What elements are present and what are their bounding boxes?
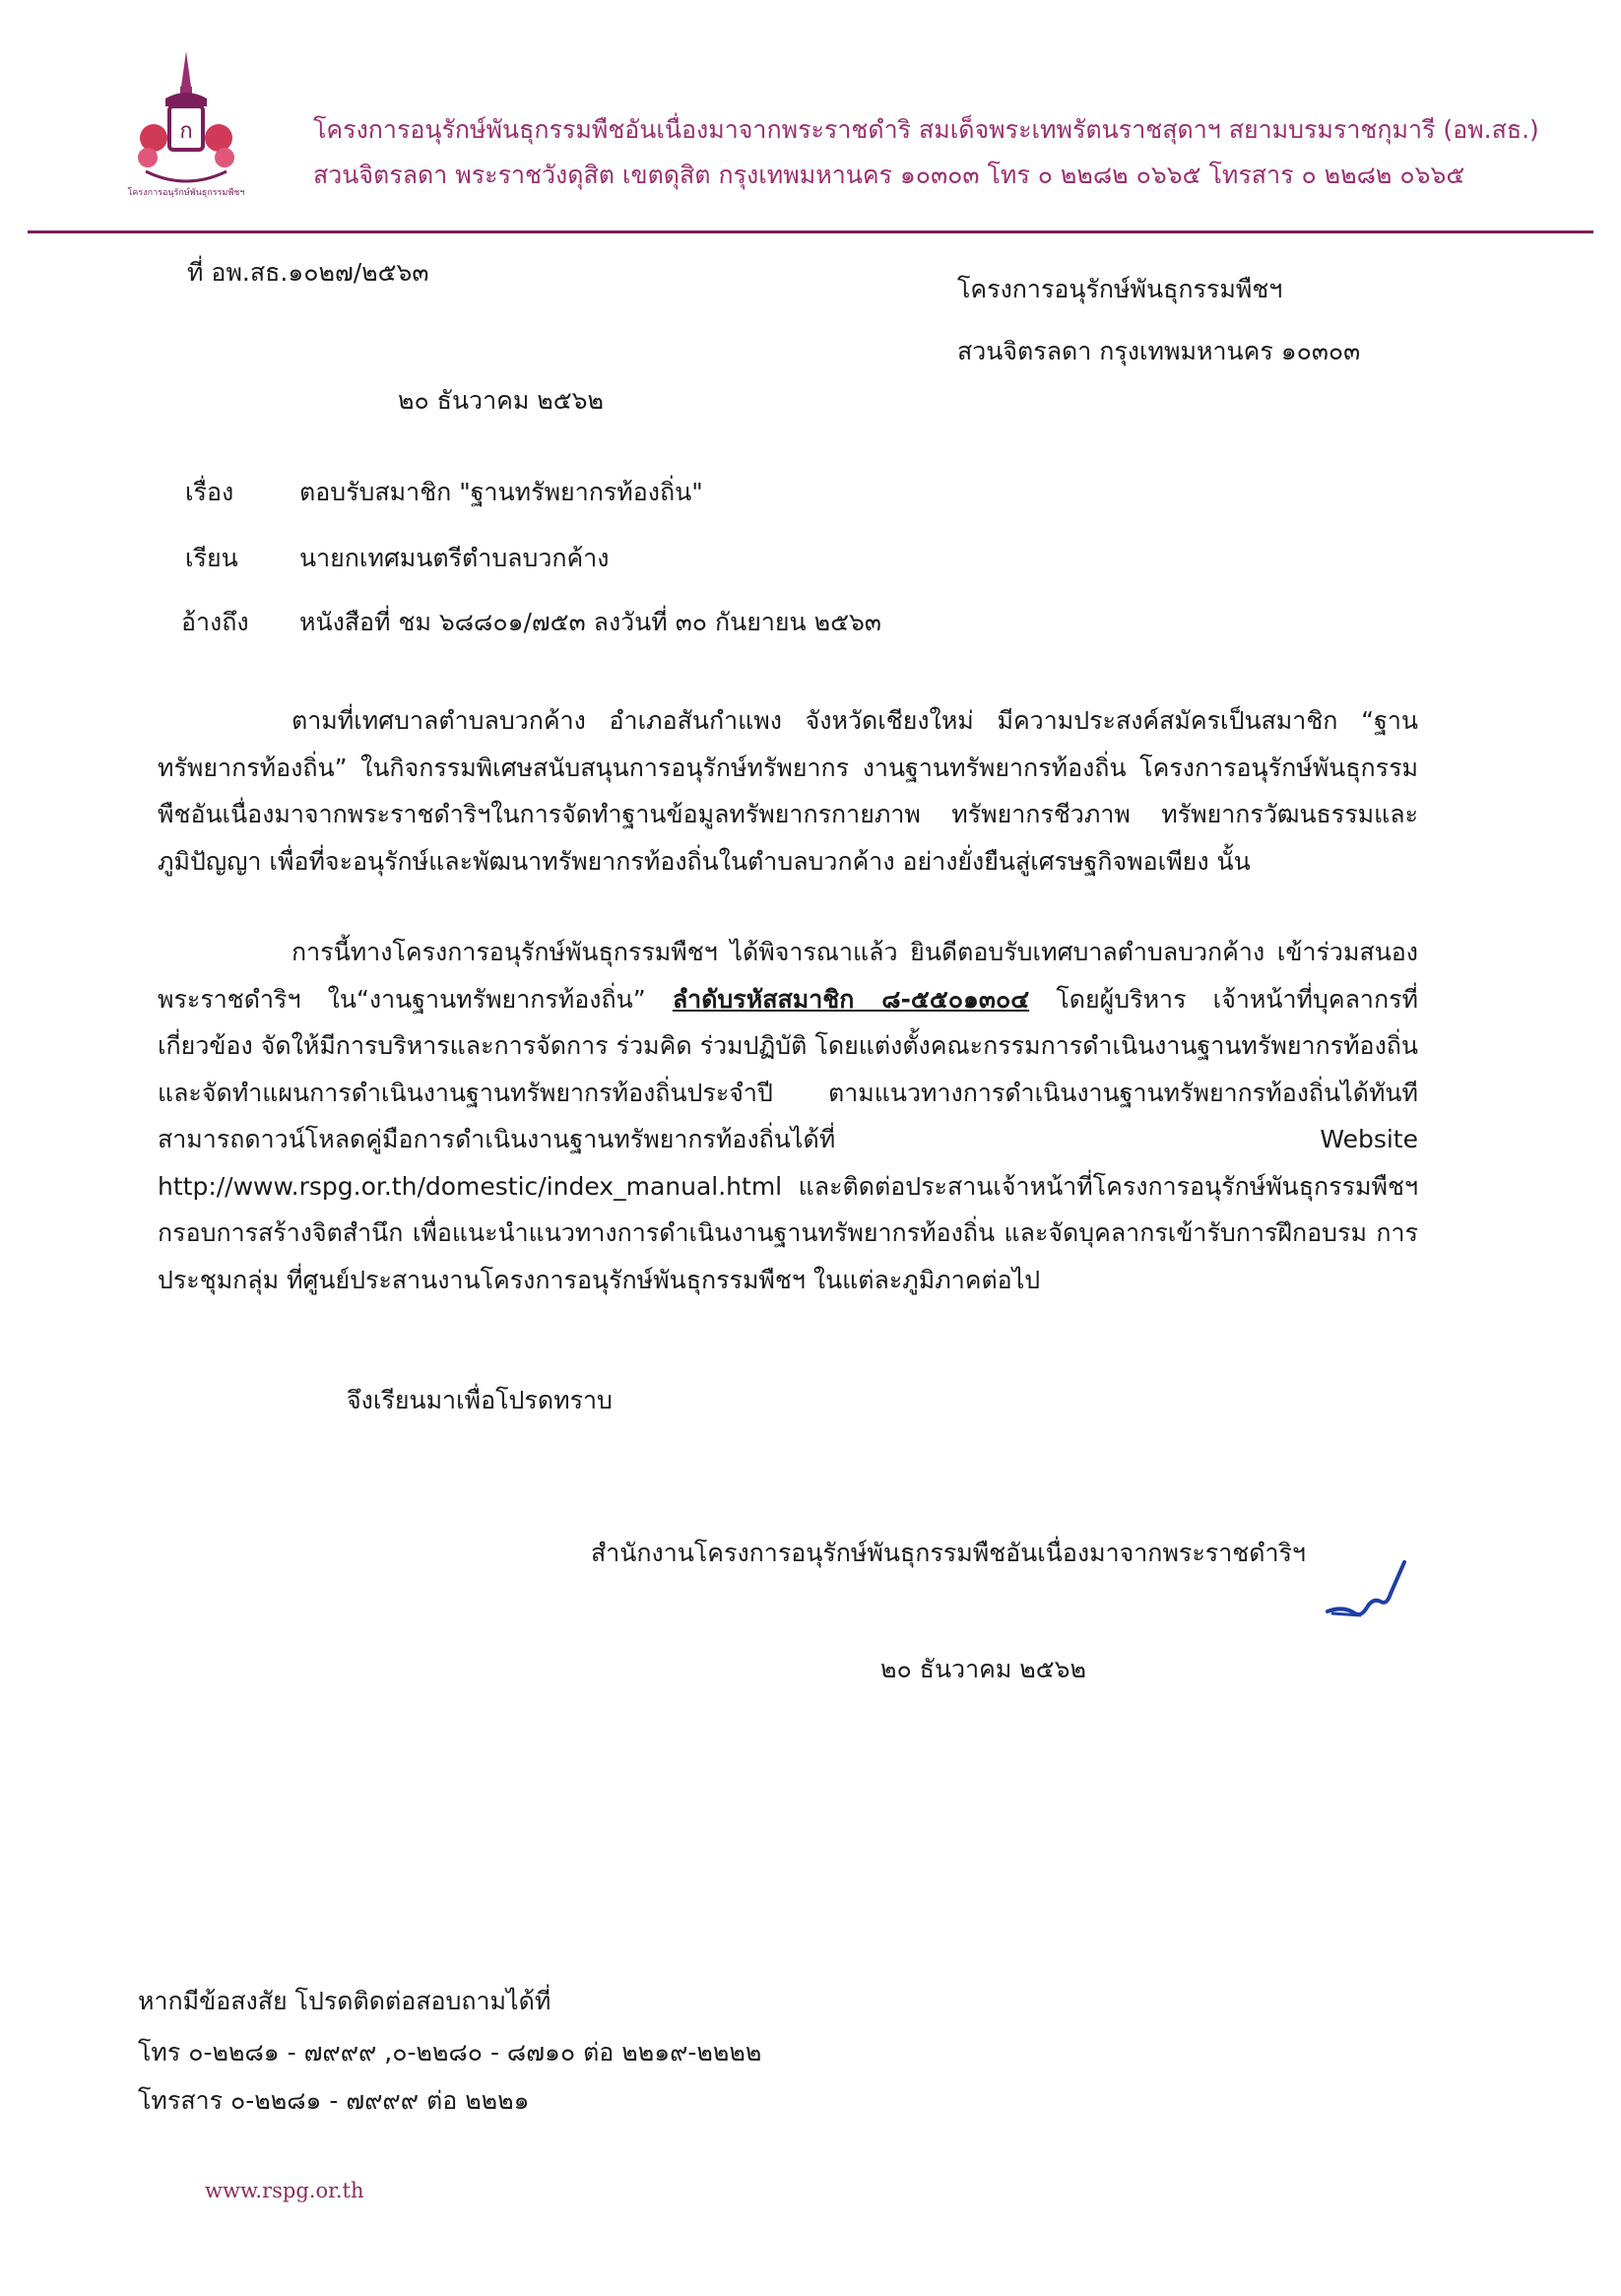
signatory-office: สำนักงานโครงการอนุรักษ์พันธุกรรมพืชอันเนื่องมาจากพระราชดำริฯ xyxy=(591,1539,1306,1567)
body-paragraph-2 xyxy=(158,929,1418,1303)
org-address: สวนจิตรลดา พระราชวังดุสิต เขตดุสิต กรุงเทพมหานคร ๑๐๓๐๓ โทร ๐ ๒๒๘๒ ๐๖๖๕ โทรสาร ๐ ๒๒๘๒ ๐๖๖๕ xyxy=(313,161,1465,189)
to-label: เรียน xyxy=(185,544,238,572)
subject-text: ตอบรับสมาชิก "ฐานทรัพยากรท้องถิ่น" xyxy=(299,478,703,506)
contact-intro: หากมีข้อสงสัย โปรดติดต่อสอบถามได้ที่ xyxy=(138,1987,551,2015)
reference-text: หนังสือที่ ชม ๖๘๘๐๑/๗๕๓ ลงวันที่ ๓๐ กันยายน ๒๕๖๓ xyxy=(299,608,881,636)
to-text: นายกเทศมนตรีตำบลบวกค้าง xyxy=(299,544,610,572)
body-paragraph-1 xyxy=(158,697,1418,885)
subject-label: เรื่อง xyxy=(185,478,234,506)
footer-website[interactable]: www.rspg.or.th xyxy=(205,2179,364,2202)
contact-phone: โทร ๐-๒๒๘๑ - ๗๙๙๙ ,๐-๒๒๘๐ - ๘๗๑๐ ต่อ ๒๒๑๙-๒๒๒๒ xyxy=(138,2038,762,2066)
svg-text:ก: ก xyxy=(179,119,193,144)
contact-fax: โทรสาร ๐-๒๒๘๑ - ๗๙๙๙ ต่อ ๒๒๒๑ xyxy=(138,2086,530,2115)
logo-text: โครงการอนุรักษ์พันธุกรรมพืชฯ xyxy=(127,188,245,198)
sender-name: โครงการอนุรักษ์พันธุกรรมพืชฯ xyxy=(957,275,1283,303)
member-code: ลำดับรหัสสมาชิก ๘-๕๕๐๑๓๐๔ xyxy=(672,984,1030,1014)
reference-label: อ้างถึง xyxy=(181,608,249,636)
reference-number: ที่ อพ.สธ.๑๐๒๗/๒๕๖๓ xyxy=(187,258,429,287)
closing-phrase: จึงเรียนมาเพื่อโปรดทราบ xyxy=(347,1386,613,1414)
org-name: โครงการอนุรักษ์พันธุกรรมพืชอันเนื่องมาจากพระราชดำริ สมเด็จพระเทพรัตนราชสุดาฯ สยามบรมราชกุมารี (อพ.สธ.) xyxy=(313,115,1539,144)
signature-mark xyxy=(1322,1554,1410,1623)
paragraph-2-text-a: การนี้ทางโครงการอนุรักษ์พันธุกรรมพืชฯ ได้พิจารณาแล้ว ยินดีตอบรับเทศบาลตำบลบวกค้าง เข้าร่วมสนองพระราชดำริฯ ใน“งานฐานทรัพยากรท้องถิ่น” xyxy=(158,938,1418,1014)
letter-date: ๒๐ ธันวาคม ๒๕๖๒ xyxy=(398,386,605,415)
rspg-logo xyxy=(126,47,246,200)
sender-address: สวนจิตรลดา กรุงเทพมหานคร ๑๐๓๐๓ xyxy=(957,337,1361,365)
header-divider xyxy=(28,230,1593,233)
paragraph-2-text-b: โดยผู้บริหาร เจ้าหน้าที่บุคลากรที่เกี่ยวข้อง จัดให้มีการบริหารและการจัดการ ร่วมคิด ร่วมปฏิบัติ โดยแต่งตั้งคณะกรรมการดำเนินงานฐานทรัพยากรท้องถิ่น และจัดทำแผนการดำเนินงานฐานทรัพยากรท้องถิ่นประจำปี ตามแนวทางการดำเนินงานฐานทรัพยากรท้องถิ่นได้ทันที สามารถดาวน์โหลดคู่มือการดำเนินงานฐานทรัพยากรท้องถิ่นได้ที่ Website http://www.rspg.or.th/domestic/index_manual.html และติดต่อประสานเจ้าหน้าที่โครงการอนุรักษ์พันธุกรรมพืชฯ กรอบการสร้างจิตสำนึก เพื่อแนะนำแนวทางการดำเนินงานฐานทรัพยากรท้องถิ่น และจัดบุคลากรเข้ารับการฝึกอบรม การประชุมกลุ่ม ที่ศูนย์ประสานงานโครงการอนุรักษ์พันธุกรรมพืชฯ ในแต่ละภูมิภาคต่อไป xyxy=(158,984,1418,1294)
paragraph-1-text: ตามที่เทศบาลตำบลบวกค้าง อำเภอสันกำแพง จังหวัดเชียงใหม่ มีความประสงค์สมัครเป็นสมาชิก “ฐานทรัพยากรท้องถิ่น” ในกิจกรรมพิเศษสนับสนุนการอนุรักษ์ทรัพยากร งานฐานทรัพยากรท้องถิ่น โครงการอนุรักษ์พันธุกรรมพืชอันเนื่องมาจากพระราชดำริฯในการจัดทำฐานข้อมูลทรัพยากรกายภาพ ทรัพยากรชีวภาพ ทรัพยากรวัฒนธรรมและภูมิปัญญา เพื่อที่จะอนุรักษ์และพัฒนาทรัพยากรท้องถิ่นในตำบลบวกค้าง อย่างยั่งยืนสู่เศรษฐกิจพอเพียง นั้น xyxy=(158,706,1418,876)
signature-date: ๒๐ ธันวาคม ๒๕๖๒ xyxy=(880,1655,1087,1683)
